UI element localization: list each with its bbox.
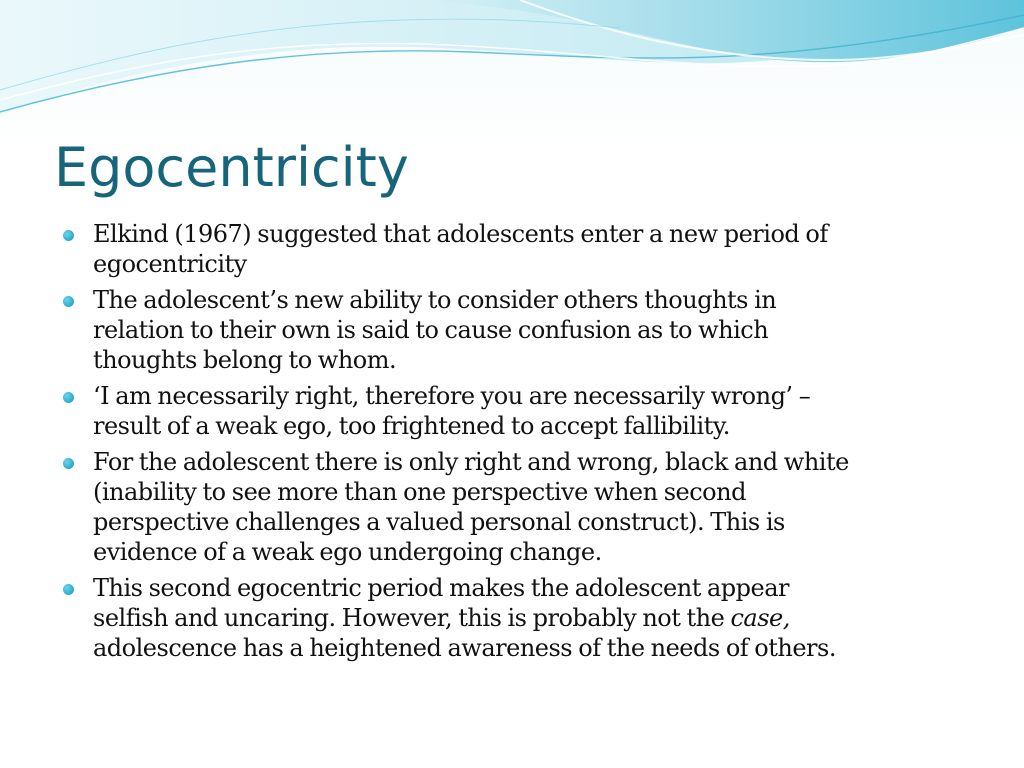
bullet-line: egocentricity bbox=[93, 250, 247, 278]
bullet-dot-icon bbox=[63, 296, 74, 307]
bullet-item bbox=[60, 219, 975, 279]
italic-word: case, bbox=[730, 604, 790, 632]
bullet-item bbox=[60, 381, 975, 441]
bullet-list bbox=[60, 219, 975, 669]
header-wave-decoration bbox=[0, 0, 1024, 130]
bullet-line: This second egocentric period makes the adolescent appear bbox=[93, 574, 789, 602]
bullet-dot-icon bbox=[63, 230, 74, 241]
bullet-line bbox=[93, 603, 975, 633]
bullet-line: The adolescent’s new ability to consider others thoughts in bbox=[93, 286, 777, 314]
bullet-line: (inability to see more than one perspective when second bbox=[93, 478, 746, 506]
bullet-line: ‘I am necessarily right, therefore you are necessarily wrong’ – bbox=[93, 382, 811, 410]
bullet-line: evidence of a weak ego undergoing change. bbox=[93, 538, 602, 566]
bullet-line-text: selfish and uncaring. However, this is probably not the bbox=[93, 604, 731, 632]
bullet-line: relation to their own is said to cause confusion as to which bbox=[93, 316, 769, 344]
bullet-line: perspective challenges a valued personal construct). This is bbox=[93, 508, 785, 536]
bullet-item bbox=[60, 285, 975, 375]
bullet-item bbox=[60, 573, 975, 663]
bullet-dot-icon bbox=[63, 392, 74, 403]
bullet-dot-icon bbox=[63, 584, 74, 595]
bullet-dot-icon bbox=[63, 458, 74, 469]
bullet-line: For the adolescent there is only right and wrong, black and white bbox=[93, 448, 849, 476]
slide-title: Egocentricity bbox=[54, 136, 409, 199]
bullet-item bbox=[60, 447, 975, 567]
bullet-line: thoughts belong to whom. bbox=[93, 346, 397, 374]
bullet-line: result of a weak ego, too frightened to accept fallibility. bbox=[93, 412, 730, 440]
bullet-line: adolescence has a heightened awareness of the needs of others. bbox=[93, 634, 836, 662]
bullet-line: Elkind (1967) suggested that adolescents enter a new period of bbox=[93, 220, 828, 248]
